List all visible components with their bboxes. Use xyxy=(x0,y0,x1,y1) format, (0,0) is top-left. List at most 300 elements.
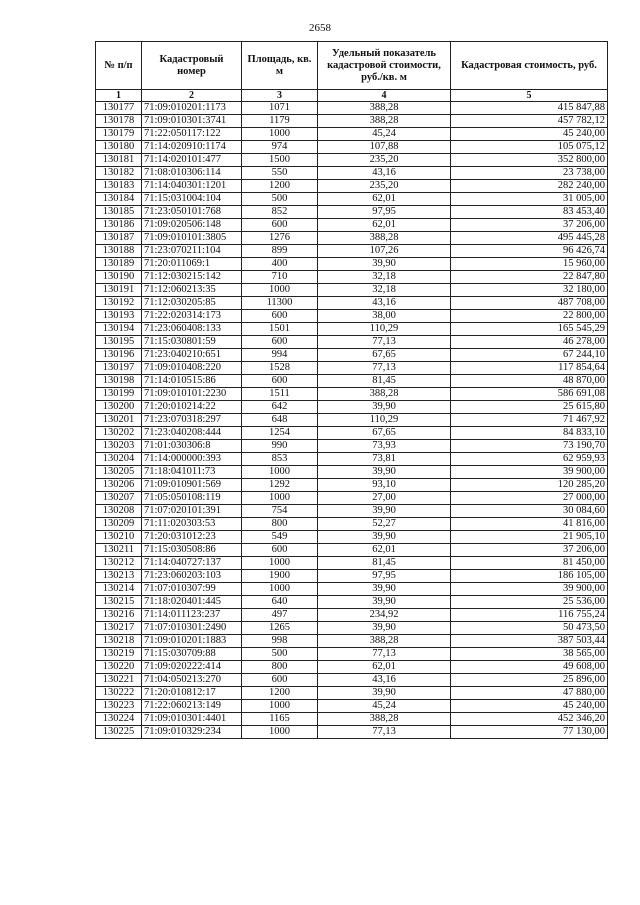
table-body xyxy=(96,102,608,739)
cadastral-value-cell: 48 870,00 xyxy=(451,375,608,388)
cadastral-value-cell: 22 847,80 xyxy=(451,271,608,284)
unit-value-cell: 39,90 xyxy=(318,401,451,414)
table-row xyxy=(96,284,608,297)
cadastral-number: 71:14:020101:477 xyxy=(142,154,242,167)
area-cell: 852 xyxy=(242,206,318,219)
cadastral-value-cell: 32 180,00 xyxy=(451,284,608,297)
cadastral-value-cell: 45 240,00 xyxy=(451,700,608,713)
unit-value-cell: 388,28 xyxy=(318,713,451,726)
cadastral-number: 71:09:020222:414 xyxy=(142,661,242,674)
cadastral-number: 71:14:000000:393 xyxy=(142,453,242,466)
unit-value-cell: 62,01 xyxy=(318,661,451,674)
cadastral-value-cell: 50 473,50 xyxy=(451,622,608,635)
table-row xyxy=(96,687,608,700)
cadastral-value-cell: 186 105,00 xyxy=(451,570,608,583)
cadastral-value-cell: 22 800,00 xyxy=(451,310,608,323)
cadastral-value-cell: 31 005,00 xyxy=(451,193,608,206)
row-number: 130217 xyxy=(96,622,142,635)
area-cell: 1254 xyxy=(242,427,318,440)
cadastral-number: 71:15:031004:104 xyxy=(142,193,242,206)
cadastral-number: 71:07:010301:2490 xyxy=(142,622,242,635)
table-row xyxy=(96,388,608,401)
table-row xyxy=(96,310,608,323)
area-cell: 1000 xyxy=(242,700,318,713)
cadastral-number: 71:14:040727:137 xyxy=(142,557,242,570)
cadastral-number: 71:23:060408:133 xyxy=(142,323,242,336)
table-row xyxy=(96,336,608,349)
cadastral-value-cell: 282 240,00 xyxy=(451,180,608,193)
row-number: 130190 xyxy=(96,271,142,284)
area-cell: 974 xyxy=(242,141,318,154)
cadastral-number: 71:23:050101:768 xyxy=(142,206,242,219)
cadastral-number: 71:15:030709:88 xyxy=(142,648,242,661)
area-cell: 994 xyxy=(242,349,318,362)
unit-value-cell: 77,13 xyxy=(318,362,451,375)
cadastral-value-cell: 39 900,00 xyxy=(451,583,608,596)
cadastral-number: 71:23:060203:103 xyxy=(142,570,242,583)
table-row xyxy=(96,700,608,713)
area-cell: 1528 xyxy=(242,362,318,375)
row-number: 130177 xyxy=(96,102,142,115)
area-cell: 600 xyxy=(242,310,318,323)
unit-value-cell: 45,24 xyxy=(318,128,451,141)
cadastral-value-cell: 23 738,00 xyxy=(451,167,608,180)
cadastral-number: 71:09:010201:1883 xyxy=(142,635,242,648)
unit-value-cell: 77,13 xyxy=(318,726,451,739)
area-cell: 11300 xyxy=(242,297,318,310)
cadastral-value-cell: 49 608,00 xyxy=(451,661,608,674)
cadastral-value-cell: 15 960,00 xyxy=(451,258,608,271)
area-cell: 600 xyxy=(242,336,318,349)
table-row xyxy=(96,141,608,154)
table-row xyxy=(96,206,608,219)
row-number: 130178 xyxy=(96,115,142,128)
table-row xyxy=(96,180,608,193)
row-number: 130189 xyxy=(96,258,142,271)
unit-value-cell: 81,45 xyxy=(318,557,451,570)
row-number: 130193 xyxy=(96,310,142,323)
table-row xyxy=(96,726,608,739)
row-number: 130182 xyxy=(96,167,142,180)
table-row xyxy=(96,232,608,245)
row-number: 130199 xyxy=(96,388,142,401)
cadastral-value-cell: 45 240,00 xyxy=(451,128,608,141)
cadastral-value-cell: 25 896,00 xyxy=(451,674,608,687)
area-cell: 998 xyxy=(242,635,318,648)
area-cell: 550 xyxy=(242,167,318,180)
table-row xyxy=(96,648,608,661)
table-row xyxy=(96,167,608,180)
column-header-number: № п/п xyxy=(96,42,142,90)
area-cell: 710 xyxy=(242,271,318,284)
column-header-cadastral-number: Кадастровый номер xyxy=(142,42,242,90)
cadastral-number: 71:12:030205:85 xyxy=(142,297,242,310)
row-number: 130216 xyxy=(96,609,142,622)
row-number: 130225 xyxy=(96,726,142,739)
area-cell: 990 xyxy=(242,440,318,453)
cadastral-number: 71:09:010301:4401 xyxy=(142,713,242,726)
cadastral-number: 71:09:010201:1173 xyxy=(142,102,242,115)
page-number: 2658 xyxy=(309,22,331,34)
area-cell: 800 xyxy=(242,518,318,531)
row-number: 130185 xyxy=(96,206,142,219)
area-cell: 1000 xyxy=(242,557,318,570)
area-cell: 800 xyxy=(242,661,318,674)
table-row xyxy=(96,258,608,271)
unit-value-cell: 107,88 xyxy=(318,141,451,154)
cadastral-value-cell: 387 503,44 xyxy=(451,635,608,648)
cadastral-number: 71:05:050108:119 xyxy=(142,492,242,505)
cadastral-value-cell: 21 905,10 xyxy=(451,531,608,544)
cadastral-number: 71:23:040210:651 xyxy=(142,349,242,362)
table-row xyxy=(96,102,608,115)
cadastral-number: 71:22:020314:173 xyxy=(142,310,242,323)
unit-value-cell: 39,90 xyxy=(318,622,451,635)
unit-value-cell: 388,28 xyxy=(318,635,451,648)
unit-value-cell: 32,18 xyxy=(318,271,451,284)
table-row xyxy=(96,674,608,687)
unit-value-cell: 110,29 xyxy=(318,323,451,336)
area-cell: 1292 xyxy=(242,479,318,492)
unit-value-cell: 39,90 xyxy=(318,687,451,700)
cadastral-number: 71:23:040208:444 xyxy=(142,427,242,440)
column-header-unit-value: Удельный показатель кадастровой стоимости, руб./кв. м xyxy=(318,42,451,90)
cadastral-number: 71:23:070211:104 xyxy=(142,245,242,258)
table-row xyxy=(96,713,608,726)
unit-value-cell: 39,90 xyxy=(318,466,451,479)
row-number: 130196 xyxy=(96,349,142,362)
unit-value-cell: 39,90 xyxy=(318,583,451,596)
table-row xyxy=(96,492,608,505)
table-row xyxy=(96,440,608,453)
cadastral-value-cell: 27 000,00 xyxy=(451,492,608,505)
cadastral-number: 71:20:031012:23 xyxy=(142,531,242,544)
row-number: 130204 xyxy=(96,453,142,466)
table-row xyxy=(96,154,608,167)
unit-value-cell: 39,90 xyxy=(318,258,451,271)
cadastral-number: 71:14:040301:1201 xyxy=(142,180,242,193)
cadastral-value-cell: 83 453,40 xyxy=(451,206,608,219)
unit-value-cell: 388,28 xyxy=(318,232,451,245)
cadastral-number: 71:04:050213:270 xyxy=(142,674,242,687)
cadastral-value-cell: 41 816,00 xyxy=(451,518,608,531)
area-cell: 1900 xyxy=(242,570,318,583)
cadastral-value-cell: 71 467,92 xyxy=(451,414,608,427)
row-number: 130188 xyxy=(96,245,142,258)
table-row xyxy=(96,479,608,492)
area-cell: 600 xyxy=(242,219,318,232)
cadastral-number: 71:14:010515:86 xyxy=(142,375,242,388)
cadastral-value-cell: 38 565,00 xyxy=(451,648,608,661)
area-cell: 1000 xyxy=(242,726,318,739)
unit-value-cell: 45,24 xyxy=(318,700,451,713)
area-cell: 500 xyxy=(242,648,318,661)
cadastral-value-cell: 495 445,28 xyxy=(451,232,608,245)
row-number: 130200 xyxy=(96,401,142,414)
cadastral-value-table xyxy=(95,41,608,739)
table-row xyxy=(96,609,608,622)
table-row xyxy=(96,271,608,284)
table-row xyxy=(96,531,608,544)
row-number: 130195 xyxy=(96,336,142,349)
table-row xyxy=(96,596,608,609)
column-index: 5 xyxy=(451,90,608,102)
area-cell: 1071 xyxy=(242,102,318,115)
unit-value-cell: 39,90 xyxy=(318,505,451,518)
area-cell: 754 xyxy=(242,505,318,518)
area-cell: 1501 xyxy=(242,323,318,336)
area-cell: 500 xyxy=(242,193,318,206)
cadastral-number: 71:14:020910:1174 xyxy=(142,141,242,154)
cadastral-value-cell: 116 755,24 xyxy=(451,609,608,622)
row-number: 130181 xyxy=(96,154,142,167)
unit-value-cell: 67,65 xyxy=(318,427,451,440)
area-cell: 1179 xyxy=(242,115,318,128)
unit-value-cell: 39,90 xyxy=(318,596,451,609)
table-row xyxy=(96,661,608,674)
row-number: 130186 xyxy=(96,219,142,232)
table-row xyxy=(96,427,608,440)
area-cell: 1200 xyxy=(242,180,318,193)
unit-value-cell: 77,13 xyxy=(318,336,451,349)
cadastral-number: 71:12:060213:35 xyxy=(142,284,242,297)
column-header-row xyxy=(96,42,608,90)
row-number: 130203 xyxy=(96,440,142,453)
cadastral-number: 71:08:010306:114 xyxy=(142,167,242,180)
row-number: 130187 xyxy=(96,232,142,245)
area-cell: 853 xyxy=(242,453,318,466)
table-row xyxy=(96,115,608,128)
cadastral-value-cell: 25 615,80 xyxy=(451,401,608,414)
column-index: 4 xyxy=(318,90,451,102)
table-row xyxy=(96,518,608,531)
table-row xyxy=(96,245,608,258)
unit-value-cell: 235,20 xyxy=(318,180,451,193)
area-cell: 1000 xyxy=(242,284,318,297)
area-cell: 1500 xyxy=(242,154,318,167)
row-number: 130208 xyxy=(96,505,142,518)
cadastral-number: 71:14:011123:237 xyxy=(142,609,242,622)
table-row xyxy=(96,635,608,648)
cadastral-number: 71:11:020303:53 xyxy=(142,518,242,531)
area-cell: 600 xyxy=(242,375,318,388)
cadastral-value-cell: 117 854,64 xyxy=(451,362,608,375)
cadastral-number: 71:22:050117:122 xyxy=(142,128,242,141)
row-number: 130211 xyxy=(96,544,142,557)
row-number: 130201 xyxy=(96,414,142,427)
unit-value-cell: 43,16 xyxy=(318,297,451,310)
unit-value-cell: 32,18 xyxy=(318,284,451,297)
cadastral-value-cell: 452 346,20 xyxy=(451,713,608,726)
row-number: 130207 xyxy=(96,492,142,505)
cadastral-value-cell: 37 206,00 xyxy=(451,544,608,557)
cadastral-number: 71:18:020401:445 xyxy=(142,596,242,609)
column-index-row xyxy=(96,90,608,102)
cadastral-number: 71:20:010214:22 xyxy=(142,401,242,414)
cadastral-number: 71:09:010408:220 xyxy=(142,362,242,375)
row-number: 130218 xyxy=(96,635,142,648)
unit-value-cell: 43,16 xyxy=(318,674,451,687)
row-number: 130197 xyxy=(96,362,142,375)
cadastral-value-cell: 457 782,12 xyxy=(451,115,608,128)
table-row xyxy=(96,297,608,310)
area-cell: 1265 xyxy=(242,622,318,635)
area-cell: 600 xyxy=(242,544,318,557)
area-cell: 1000 xyxy=(242,466,318,479)
unit-value-cell: 234,92 xyxy=(318,609,451,622)
row-number: 130221 xyxy=(96,674,142,687)
cadastral-value-cell: 352 800,00 xyxy=(451,154,608,167)
cadastral-number: 71:09:010301:3741 xyxy=(142,115,242,128)
cadastral-number: 71:15:030508:86 xyxy=(142,544,242,557)
cadastral-value-cell: 586 691,08 xyxy=(451,388,608,401)
unit-value-cell: 43,16 xyxy=(318,167,451,180)
cadastral-number: 71:18:041011:73 xyxy=(142,466,242,479)
cadastral-value-cell: 37 206,00 xyxy=(451,219,608,232)
area-cell: 1000 xyxy=(242,128,318,141)
table-header xyxy=(96,42,608,102)
unit-value-cell: 93,10 xyxy=(318,479,451,492)
table-row xyxy=(96,583,608,596)
row-number: 130205 xyxy=(96,466,142,479)
area-cell: 642 xyxy=(242,401,318,414)
table-row xyxy=(96,362,608,375)
unit-value-cell: 235,20 xyxy=(318,154,451,167)
cadastral-value-cell: 25 536,00 xyxy=(451,596,608,609)
area-cell: 1200 xyxy=(242,687,318,700)
table-row xyxy=(96,557,608,570)
cadastral-number: 71:07:020101:391 xyxy=(142,505,242,518)
row-number: 130215 xyxy=(96,596,142,609)
table-row xyxy=(96,375,608,388)
cadastral-value-cell: 67 244,10 xyxy=(451,349,608,362)
table-row xyxy=(96,544,608,557)
cadastral-number: 71:15:030801:59 xyxy=(142,336,242,349)
row-number: 130214 xyxy=(96,583,142,596)
table-row xyxy=(96,401,608,414)
unit-value-cell: 73,93 xyxy=(318,440,451,453)
table-row xyxy=(96,453,608,466)
area-cell: 497 xyxy=(242,609,318,622)
column-header-cadastral-value: Кадастровая стоимость, руб. xyxy=(451,42,608,90)
cadastral-number: 71:09:020506:148 xyxy=(142,219,242,232)
cadastral-value-cell: 39 900,00 xyxy=(451,466,608,479)
unit-value-cell: 81,45 xyxy=(318,375,451,388)
unit-value-cell: 388,28 xyxy=(318,102,451,115)
table-row xyxy=(96,193,608,206)
row-number: 130209 xyxy=(96,518,142,531)
row-number: 130202 xyxy=(96,427,142,440)
row-number: 130212 xyxy=(96,557,142,570)
cadastral-value-cell: 165 545,29 xyxy=(451,323,608,336)
row-number: 130183 xyxy=(96,180,142,193)
row-number: 130206 xyxy=(96,479,142,492)
cadastral-value-cell: 81 450,00 xyxy=(451,557,608,570)
row-number: 130180 xyxy=(96,141,142,154)
cadastral-value-cell: 96 426,74 xyxy=(451,245,608,258)
area-cell: 400 xyxy=(242,258,318,271)
unit-value-cell: 97,95 xyxy=(318,206,451,219)
row-number: 130213 xyxy=(96,570,142,583)
area-cell: 1511 xyxy=(242,388,318,401)
cadastral-value-cell: 120 285,20 xyxy=(451,479,608,492)
cadastral-value-cell: 77 130,00 xyxy=(451,726,608,739)
area-cell: 1000 xyxy=(242,583,318,596)
column-header-area: Площадь, кв. м xyxy=(242,42,318,90)
column-index: 1 xyxy=(96,90,142,102)
row-number: 130224 xyxy=(96,713,142,726)
cadastral-number: 71:12:030215:142 xyxy=(142,271,242,284)
row-number: 130179 xyxy=(96,128,142,141)
cadastral-value-cell: 46 278,00 xyxy=(451,336,608,349)
table-row xyxy=(96,466,608,479)
unit-value-cell: 107,26 xyxy=(318,245,451,258)
unit-value-cell: 27,00 xyxy=(318,492,451,505)
cadastral-value-cell: 84 833,10 xyxy=(451,427,608,440)
cadastral-value-cell: 47 880,00 xyxy=(451,687,608,700)
row-number: 130222 xyxy=(96,687,142,700)
row-number: 130192 xyxy=(96,297,142,310)
area-cell: 1276 xyxy=(242,232,318,245)
area-cell: 899 xyxy=(242,245,318,258)
cadastral-number: 71:01:030306:8 xyxy=(142,440,242,453)
table-row xyxy=(96,128,608,141)
unit-value-cell: 38,00 xyxy=(318,310,451,323)
cadastral-number: 71:09:010901:569 xyxy=(142,479,242,492)
cadastral-value-cell: 30 084,60 xyxy=(451,505,608,518)
cadastral-number: 71:20:011069:1 xyxy=(142,258,242,271)
unit-value-cell: 67,65 xyxy=(318,349,451,362)
unit-value-cell: 73,81 xyxy=(318,453,451,466)
row-number: 130194 xyxy=(96,323,142,336)
table-row xyxy=(96,570,608,583)
row-number: 130210 xyxy=(96,531,142,544)
area-cell: 1000 xyxy=(242,492,318,505)
column-index: 2 xyxy=(142,90,242,102)
table-row xyxy=(96,323,608,336)
row-number: 130219 xyxy=(96,648,142,661)
cadastral-value-cell: 415 847,88 xyxy=(451,102,608,115)
cadastral-number: 71:09:010101:2230 xyxy=(142,388,242,401)
area-cell: 640 xyxy=(242,596,318,609)
area-cell: 600 xyxy=(242,674,318,687)
cadastral-number: 71:09:010101:3805 xyxy=(142,232,242,245)
unit-value-cell: 39,90 xyxy=(318,531,451,544)
unit-value-cell: 62,01 xyxy=(318,193,451,206)
cadastral-value-cell: 73 190,70 xyxy=(451,440,608,453)
column-index: 3 xyxy=(242,90,318,102)
unit-value-cell: 77,13 xyxy=(318,648,451,661)
unit-value-cell: 110,29 xyxy=(318,414,451,427)
table-row xyxy=(96,349,608,362)
area-cell: 549 xyxy=(242,531,318,544)
unit-value-cell: 52,27 xyxy=(318,518,451,531)
cadastral-number: 71:20:010812:17 xyxy=(142,687,242,700)
row-number: 130220 xyxy=(96,661,142,674)
table-row xyxy=(96,505,608,518)
unit-value-cell: 97,95 xyxy=(318,570,451,583)
table-row xyxy=(96,414,608,427)
row-number: 130223 xyxy=(96,700,142,713)
cadastral-number: 71:23:070318:297 xyxy=(142,414,242,427)
unit-value-cell: 388,28 xyxy=(318,115,451,128)
cadastral-value-cell: 487 708,00 xyxy=(451,297,608,310)
cadastral-value-cell: 105 075,12 xyxy=(451,141,608,154)
cadastral-number: 71:07:010307:99 xyxy=(142,583,242,596)
table-row xyxy=(96,622,608,635)
cadastral-value-cell: 62 959,93 xyxy=(451,453,608,466)
cadastral-number: 71:09:010329:234 xyxy=(142,726,242,739)
